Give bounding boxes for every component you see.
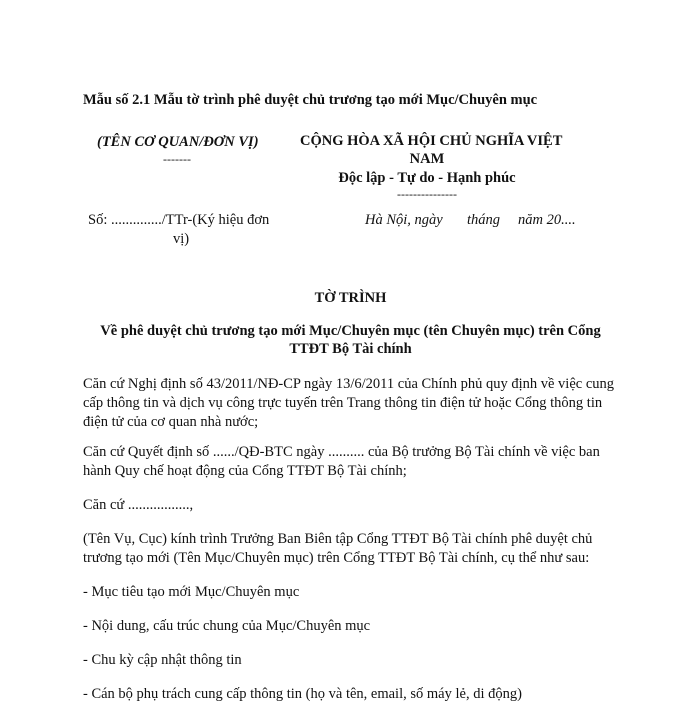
date-month: tháng xyxy=(467,212,501,228)
national-motto: Độc lập - Tự do - Hạnh phúc xyxy=(338,170,516,186)
basis-paragraph-other: Căn cứ ................., xyxy=(83,497,194,513)
country-name-line2: NAM xyxy=(409,151,445,167)
subject-line2: TTĐT Bộ Tài chính xyxy=(289,341,412,357)
request-paragraph: (Tên Vụ, Cục) kính trình Trưởng Ban Biên tập Cổng TTĐT Bộ Tài chính phê duyệt chủ trương tạo mới (Tên Mục/Chuyên mục) trên Cổng TTĐT Bộ Tài chính, cụ thể như sau: xyxy=(83,531,593,566)
agency-divider: ------- xyxy=(163,152,191,166)
basis-paragraph-decision: Căn cứ Quyết định số ....../QĐ-BTC ngày .......... của Bộ trưởng Bộ Tài chính về việc ban hành Quy chế hoạt động của Cổng TTĐT Bộ Tài chính; xyxy=(83,444,600,479)
basis-paragraph-decree: Căn cứ Nghị định số 43/2011/NĐ-CP ngày 13/6/2011 của Chính phủ quy định về việc cung cấp thông tin và dịch vụ công trực tuyến trên Trang thông tin điện tử hoặc Cổng thông tin điện tử của cơ quan nhà nước; xyxy=(83,376,615,430)
country-name-line1: CỘNG HÒA XÃ HỘI CHỦ NGHĨA VIỆT xyxy=(300,133,563,149)
list-item-content-structure: - Nội dung, cấu trúc chung của Mục/Chuyên mục xyxy=(83,618,371,634)
document-number: Số: ............../TTr-(Ký hiệu đơn xyxy=(88,212,270,228)
form-title: Mẫu số 2.1 Mẫu tờ trình phê duyệt chủ trương tạo mới Mục/Chuyên mục xyxy=(83,92,538,108)
document-title: TỜ TRÌNH xyxy=(314,290,387,306)
place-date: Hà Nội, ngày xyxy=(365,212,443,228)
list-item-objective: - Mục tiêu tạo mới Mục/Chuyên mục xyxy=(83,584,300,600)
document-number-suffix: vị) xyxy=(173,231,190,247)
date-year: năm 20.... xyxy=(518,212,576,228)
subject-line1: Về phê duyệt chủ trương tạo mới Mục/Chuyên mục (tên Chuyên mục) trên Cổng xyxy=(100,323,601,339)
list-item-responsible-staff: - Cán bộ phụ trách cung cấp thông tin (họ và tên, email, số máy lẻ, di động) xyxy=(83,686,522,702)
list-item-update-cycle: - Chu kỳ cập nhật thông tin xyxy=(83,652,242,668)
motto-divider: --------------- xyxy=(397,187,457,201)
agency-name: (TÊN CƠ QUAN/ĐƠN VỊ) xyxy=(97,134,259,150)
